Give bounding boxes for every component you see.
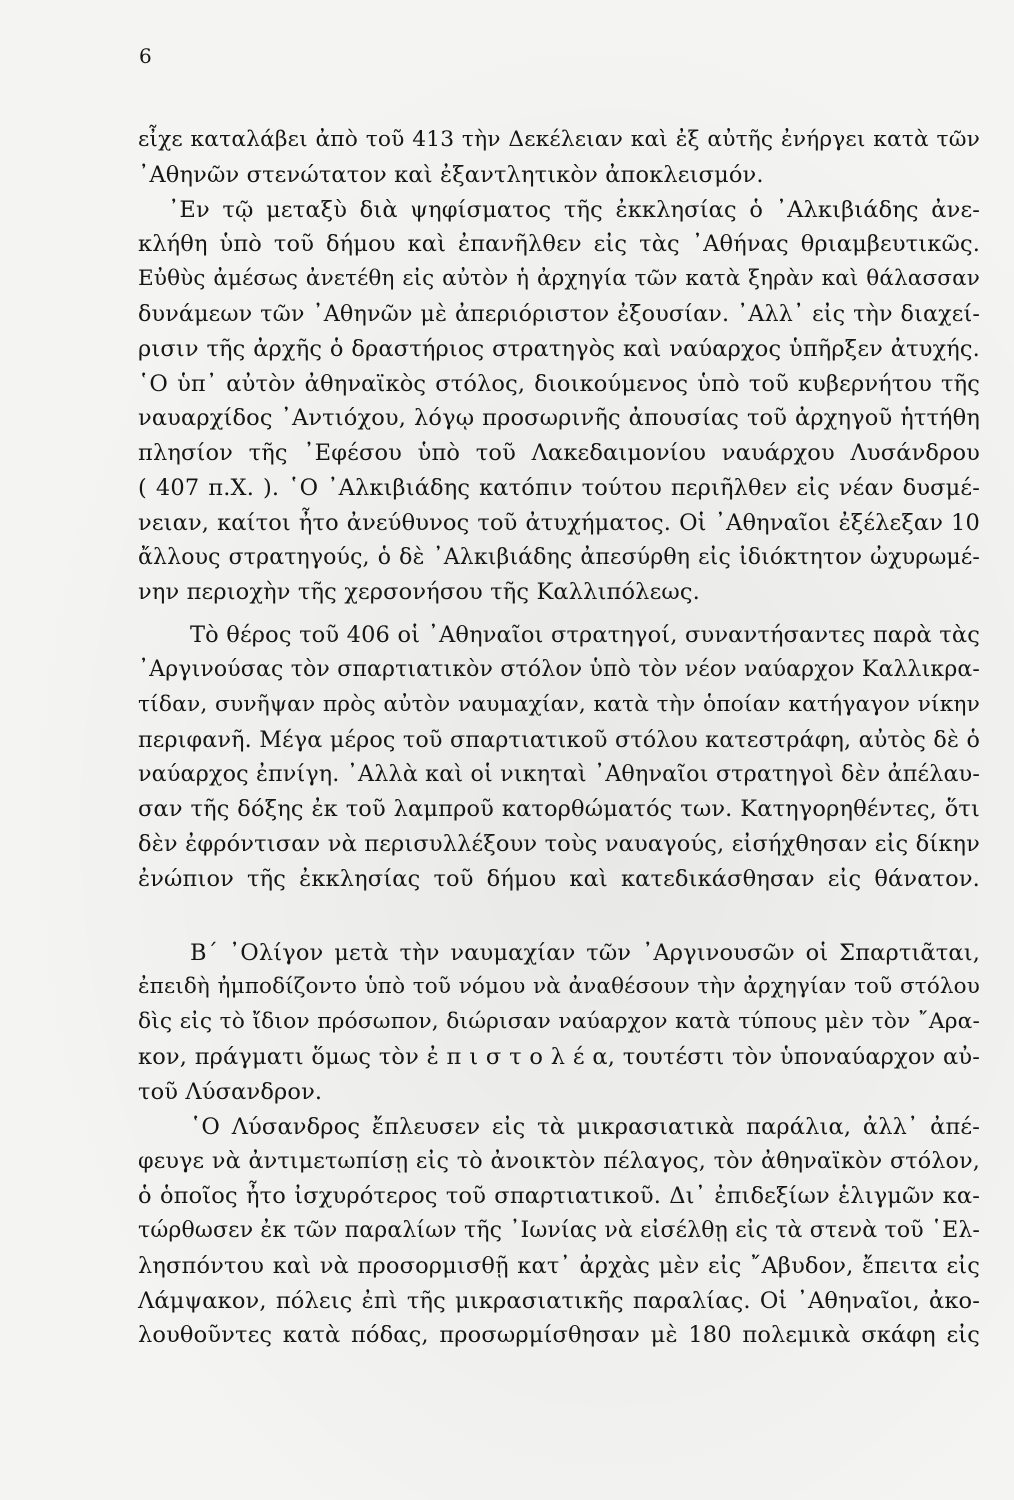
text-line: λησπόντου καὶ νὰ προσορμισθῇ κατ᾽ ἀρχὰς μὲν εἰς ῎Αβυδον, ἔπειτα εἰς	[138, 1252, 980, 1279]
text-line: Τὸ θέρος τοῦ 406 οἱ ᾽Αθηναῖοι στρατηγοί, συναντήσαντες παρὰ τὰς	[190, 622, 980, 649]
text-line: δυνάμεων τῶν ᾽Αθηνῶν μὲ ἀπεριόριστον ἐξουσίαν. ᾽Αλλ᾽ εἰς τὴν διαχεί-	[138, 300, 980, 327]
text-line: ᾽Αθηνῶν στενώτατον καὶ ἐξαντλητικὸν ἀποκλεισμόν.	[138, 161, 764, 188]
text-line: ᾽Εν τῷ μεταξὺ διὰ ψηφίσματος τῆς ἐκκλησίας ὁ ᾽Αλκιβιάδης ἀνε-	[168, 196, 980, 223]
text-line: περιφανῆ. Μέγα μέρος τοῦ σπαρτιατικοῦ στόλου κατεστράφη, αὐτὸς δὲ ὁ	[138, 726, 980, 753]
text-line: ναυαρχίδος ᾽Αντιόχου, λόγῳ προσωρινῆς ἀπουσίας τοῦ ἀρχηγοῦ ἡττήθη	[138, 405, 980, 432]
text-line: νην περιοχὴν τῆς χερσονήσου τῆς Καλλιπόλεως.	[138, 579, 700, 606]
text-line: Λάμψακον, πόλεις ἐπὶ τῆς μικρασιατικῆς παραλίας. Οἱ ᾽Αθηναῖοι, ἀκο-	[138, 1287, 980, 1314]
text-line: ναύαρχος ἐπνίγη. ᾽Αλλὰ καὶ οἱ νικηταὶ ᾽Αθηναῖοι στρατηγοὶ δὲν ἀπέλαυ-	[138, 761, 980, 788]
text-line: δὲν ἐφρόντισαν νὰ περισυλλέξουν τοὺς ναυαγούς, εἰσήχθησαν εἰς δίκην	[138, 830, 980, 857]
text-line: δὶς εἰς τὸ ἴδιον πρόσωπον, διώρισαν ναύαρχον κατὰ τύπους μὲν τὸν ῎Αρα-	[138, 1009, 980, 1035]
text-line: τοῦ Λύσανδρον.	[138, 1078, 323, 1105]
text-line: ἄλλους στρατηγούς, ὁ δὲ ᾽Αλκιβιάδης ἀπεσύρθη εἰς ἰδιόκτητον ὠχυρωμέ-	[138, 544, 980, 570]
text-line: νειαν, καίτοι ἦτο ἀνεύθυνος τοῦ ἀτυχήματος. Οἱ ᾽Αθηναῖοι ἐξέλεξαν 10	[138, 509, 980, 536]
text-line: ρισιν τῆς ἀρχῆς ὁ δραστήριος στρατηγὸς καὶ ναύαρχος ὑπῆρξεν ἀτυχής.	[138, 335, 980, 362]
text-line: Εὐθὺς ἀμέσως ἀνετέθη εἰς αὐτὸν ἡ ἀρχηγία τῶν κατὰ ξηρὰν καὶ θάλασσαν	[138, 266, 980, 292]
text-line: σαν τῆς δόξης ἐκ τοῦ λαμπροῦ κατορθώματός των. Κατηγορηθέντες, ὅτι	[138, 796, 980, 823]
section-heading-line: Β΄ ᾽Ολίγον μετὰ τὴν ναυμαχίαν τῶν ᾽Αργινουσῶν οἱ Σπαρτιᾶται,	[190, 939, 980, 966]
text-line: ῾Ο ὑπ᾽ αὐτὸν ἀθηναϊκὸς στόλος, διοικούμενος ὑπὸ τοῦ κυβερνήτου τῆς	[138, 370, 980, 397]
text-line: φευγε νὰ ἀντιμετωπίσῃ εἰς τὸ ἀνοικτὸν πέλαγος, τὸν ἀθηναϊκὸν στόλον,	[138, 1148, 980, 1175]
text-line: τώρθωσεν ἐκ τῶν παραλίων τῆς ᾽Ιωνίας νὰ εἰσέλθῃ εἰς τὰ στενὰ τοῦ ῾Ελ-	[138, 1217, 980, 1243]
text-line: κον, πράγματι ὅμως τὸν ἐ π ι σ τ ο λ έ α, τουτέστι τὸν ὑποναύαρχον αὐ-	[138, 1043, 980, 1070]
text-line: ( 407 π.Χ. ). ῾Ο ᾽Αλκιβιάδης κατόπιν τούτου περιῆλθεν εἰς νέαν δυσμέ-	[138, 474, 980, 501]
text-line: λουθοῦντες κατὰ πόδας, προσωρμίσθησαν μὲ 180 πολεμικὰ σκάφη εἰς	[138, 1322, 980, 1349]
text-line: πλησίον τῆς ᾽Εφέσου ὑπὸ τοῦ Λακεδαιμονίου ναυάρχου Λυσάνδρου	[138, 440, 980, 467]
text-line: τίδαν, συνῆψαν πρὸς αὐτὸν ναυμαχίαν, κατὰ τὴν ὁποίαν κατήγαγον νίκην	[138, 691, 980, 717]
text-line: ᾽Αργινούσας τὸν σπαρτιατικὸν στόλον ὑπὸ τὸν νέον ναύαρχον Καλλικρα-	[138, 656, 980, 682]
page-number: 6	[139, 44, 152, 68]
text-line: ῾Ο Λύσανδρος ἔπλευσεν εἰς τὰ μικρασιατικὰ παράλια, ἀλλ᾽ ἀπέ-	[190, 1113, 980, 1140]
body-text	[138, 123, 980, 1353]
text-line: ὁ ὁποῖος ἦτο ἰσχυρότερος τοῦ σπαρτιατικοῦ. Δι᾽ ἐπιδεξίων ἑλιγμῶν κα-	[138, 1183, 980, 1210]
text-line: ἐνώπιον τῆς ἐκκλησίας τοῦ δήμου καὶ κατεδικάσθησαν εἰς θάνατον.	[138, 865, 980, 892]
text-line: εἶχε καταλάβει ἀπὸ τοῦ 413 τὴν Δεκέλειαν καὶ ἐξ αὐτῆς ἐνήργει κατὰ τῶν	[138, 127, 980, 152]
text-line: κλήθη ὑπὸ τοῦ δήμου καὶ ἐπανῆλθεν εἰς τὰς ᾽Αθήνας θριαμβευτικῶς.	[138, 231, 980, 258]
text-line: ἐπειδὴ ἠμποδίζοντο ὑπὸ τοῦ νόμου νὰ ἀναθέσουν τὴν ἀρχηγίαν τοῦ στόλου	[138, 974, 980, 1000]
